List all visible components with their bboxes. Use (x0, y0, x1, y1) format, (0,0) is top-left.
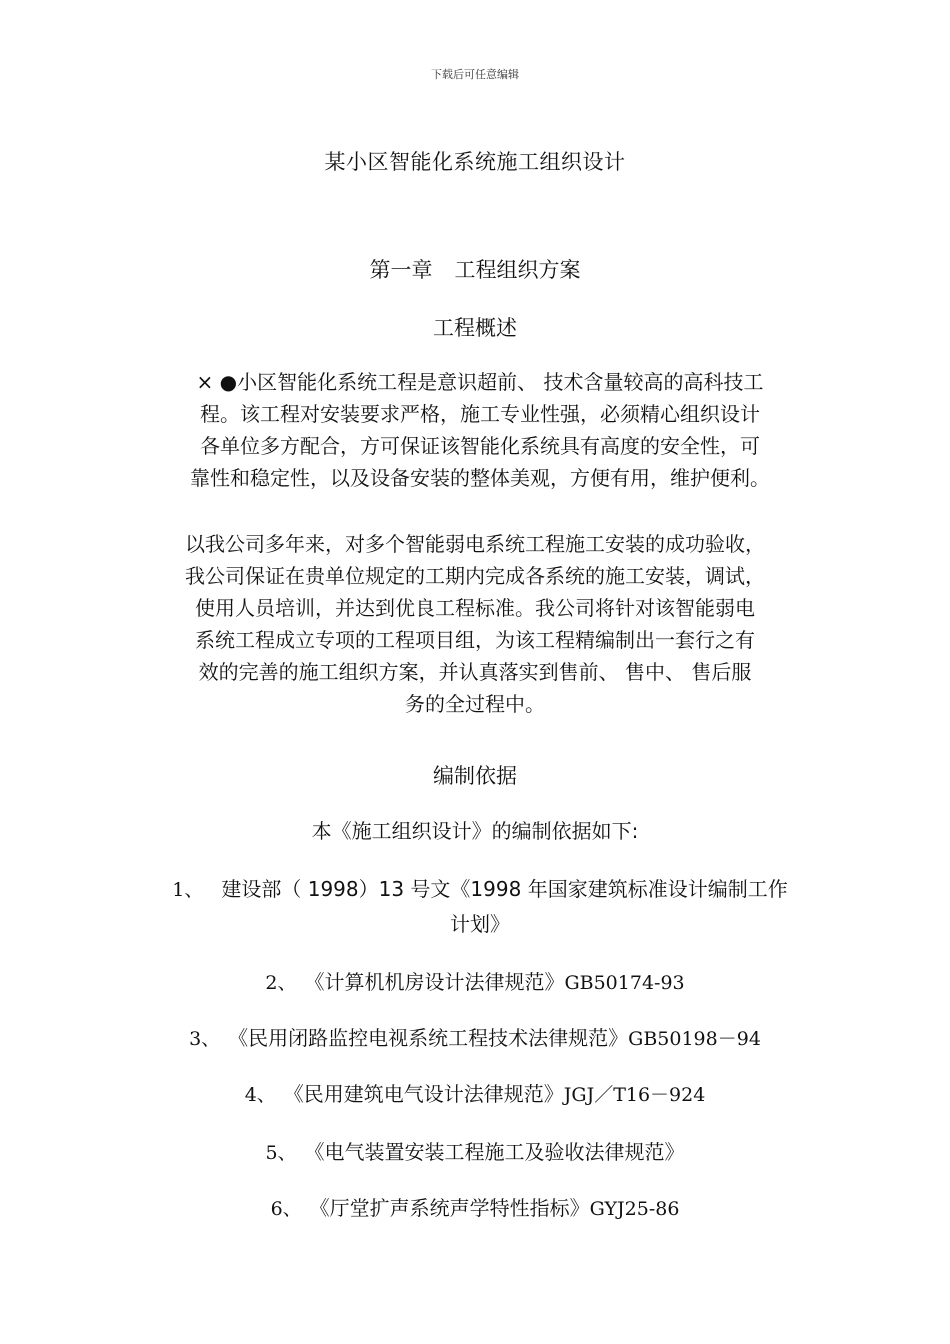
basis-item-text: 《民用建筑电气设计法律规范》 (293, 1082, 564, 1106)
chapter-heading (0, 254, 950, 284)
section-title-basis: 编制依据 (433, 764, 517, 788)
basis-intro: 本《施工组织设计》的编制依据如下: (311, 819, 639, 843)
company-paragraph (120, 528, 830, 720)
document-title: 某小区智能化系统施工组织设计 (324, 150, 626, 174)
basis-item-number: 1、 (172, 879, 204, 901)
paragraph-line: 各单位多方配合，方可保证该智能化系统具有高度的安全性，可 (200, 434, 760, 458)
basis-item-text: 《电气装置安装工程施工及验收法律规范》 (314, 1140, 685, 1164)
header-note: 下载后可任意编辑 (431, 68, 519, 81)
basis-item-code: GB50198－94 (628, 1028, 761, 1050)
paragraph-line: 我公司保证在贵单位规定的工期内完成各系统的施工安装，调试， (185, 564, 765, 588)
basis-item-line: 计划》 (450, 912, 510, 936)
chapter-number: 第一章 (369, 258, 433, 282)
basis-item-number: 4、 (244, 1084, 276, 1106)
basis-item-text: 《计算机机房设计法律规范》 (314, 970, 565, 994)
paragraph-line: 程。该工程对安装要求严格，施工专业性强，必须精心组织设计 (200, 402, 760, 426)
basis-item-number: 2、 (265, 972, 297, 994)
basis-item-number: 3、 (189, 1028, 221, 1050)
basis-item-text: 建设部（ 1998）13 号文《1998 年国家建筑标准设计编制工作 (221, 877, 788, 901)
basis-item-3 (0, 1022, 950, 1051)
paragraph-line: 效的完善的施工组织方案，并认真落实到售前、 售中、 售后服 (198, 660, 752, 684)
basis-item-1 (140, 872, 820, 941)
basis-item-4 (0, 1078, 950, 1107)
chapter-title: 工程组织方案 (454, 258, 581, 282)
basis-item-text: 《厅堂扩声系统声学特性指标》 (319, 1196, 590, 1220)
basis-item-number: 6、 (270, 1198, 302, 1220)
basis-item-code: JGJ／T16－924 (563, 1084, 706, 1106)
basis-item-6 (0, 1192, 950, 1221)
paragraph-line: × ●小区智能化系统工程是意识超前、 技术含量较高的高科技工 (196, 370, 764, 394)
paragraph-line: 靠性和稳定性，以及设备安装的整体美观，方便有用，维护便利。 (190, 466, 770, 490)
basis-item-code: GYJ25-86 (589, 1198, 680, 1220)
paragraph-line: 以我公司多年来，对多个智能弱电系统工程施工安装的成功验收， (185, 532, 765, 556)
paragraph-line: 使用人员培训，并达到优良工程标准。我公司将针对该智能弱电 (195, 596, 755, 620)
basis-item-text: 《民用闭路监控电视系统工程技术法律规范》 (238, 1026, 629, 1050)
basis-item-code: GB50174-93 (564, 972, 685, 994)
basis-item-line (140, 872, 820, 907)
overview-paragraph (130, 366, 830, 494)
paragraph-line: 务的全过程中。 (405, 692, 545, 716)
basis-item-2 (0, 966, 950, 995)
basis-item-5 (0, 1136, 950, 1165)
basis-item-number: 5、 (265, 1142, 297, 1164)
section-title-overview: 工程概述 (433, 316, 517, 340)
paragraph-line: 系统工程成立专项的工程项目组，为该工程精编制出一套行之有 (195, 628, 755, 652)
